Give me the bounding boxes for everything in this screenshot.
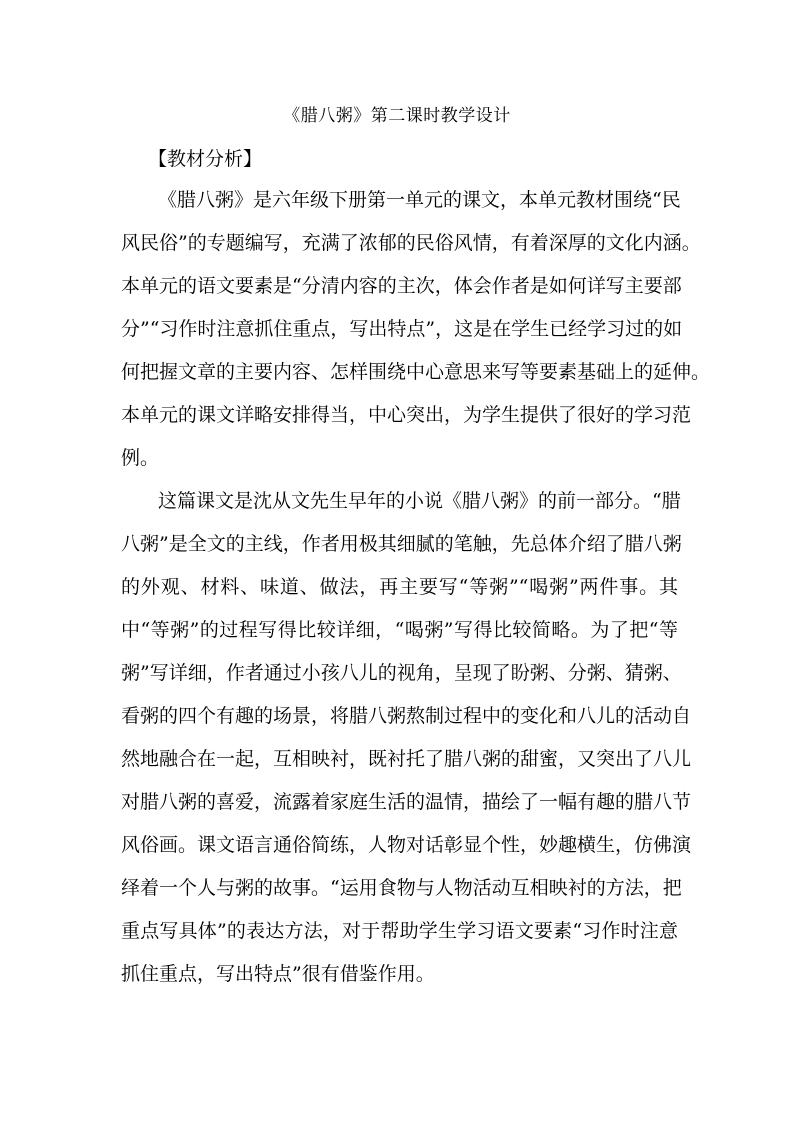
paragraph-line: 风民俗”的专题编写，充满了浓郁的民俗风情，有着深厚的文化内涵。 <box>121 232 701 254</box>
paragraph-line: 重点写具体”的表达方法，对于帮助学生学习语文要素“习作时注意 <box>121 920 678 942</box>
paragraph-line: 绎着一个人与粥的故事。“运用食物与人物活动互相映衬的方法，把 <box>121 877 682 899</box>
paragraph-line: 抓住重点，写出特点”很有借鉴作用。 <box>121 963 435 985</box>
paragraph-line: 然地融合在一起，互相映衬，既衬托了腊八粥的甜蜜，又突出了八儿 <box>121 748 692 770</box>
paragraph-line: 《腊八粥》是六年级下册第一单元的课文，本单元教材围绕“民 <box>158 189 681 211</box>
paragraph-line: 本单元的课文详略安排得当，中心突出，为学生提供了很好的学习范 <box>121 404 692 426</box>
document-title: 《腊八粥》第二课时教学设计 <box>283 106 511 126</box>
section-heading-textbook-analysis: 【教材分析】 <box>148 148 263 170</box>
paragraph-line: 的外观、材料、味道、做法，再主要写“等粥”“喝粥”两件事。其 <box>121 576 678 598</box>
paragraph-line: 八粥”是全文的主线，作者用极其细腻的笔触，先总体介绍了腊八粥 <box>121 533 682 555</box>
paragraph-line: 粥”写详细，作者通过小孩八儿的视角，呈现了盼粥、分粥、猜粥、 <box>121 662 682 684</box>
paragraph-line: 中“等粥”的过程写得比较详细，“喝粥”写得比较简略。为了把“等 <box>121 619 678 641</box>
paragraph-line: 例。 <box>121 447 160 469</box>
paragraph-line: 分”“习作时注意抓住重点，写出特点”，这是在学生已经学习过的如 <box>121 318 683 340</box>
paragraph-line: 对腊八粥的喜爱，流露着家庭生活的温情，描绘了一幅有趣的腊八节 <box>121 791 692 813</box>
paragraph-line: 何把握文章的主要内容、怎样围绕中心意思来写等要素基础上的延伸。 <box>121 361 711 383</box>
paragraph-line: 风俗画。课文语言通俗简练，人物对话彰显个性，妙趣横生，仿佛演 <box>121 834 692 856</box>
paragraph-line: 本单元的语文要素是“分清内容的主次，体会作者是如何详写主要部 <box>121 275 682 297</box>
paragraph-line: 看粥的四个有趣的场景，将腊八粥熬制过程中的变化和八儿的活动自 <box>121 705 692 727</box>
paragraph-line: 这篇课文是沈从文先生早年的小说《腊八粥》的前一部分。“腊 <box>158 490 681 512</box>
